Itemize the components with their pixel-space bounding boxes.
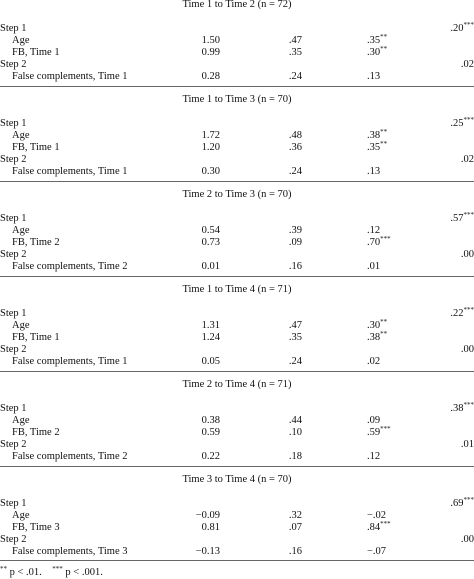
beta-value: .02 xyxy=(367,356,381,367)
se-value: .18 xyxy=(288,451,302,462)
predictor-label: False complements, Time 1 xyxy=(12,71,128,82)
beta-value: .35** xyxy=(367,33,388,46)
beta-value: .12 xyxy=(367,225,381,236)
predictor-row xyxy=(0,450,474,463)
section-divider xyxy=(0,86,474,87)
predictor-row xyxy=(0,545,474,558)
section-divider xyxy=(0,466,474,467)
section-title: Time 2 to Time 3 (n = 70) xyxy=(182,189,292,200)
predictor-label: FB, Time 1 xyxy=(12,332,60,343)
predictor-label: False complements, Time 2 xyxy=(12,451,128,462)
r2-change: .20*** xyxy=(450,21,474,34)
predictor-row xyxy=(0,355,474,368)
predictor-label: FB, Time 2 xyxy=(12,427,60,438)
step-label: Step 2 xyxy=(0,249,27,260)
predictor-label: Age xyxy=(12,225,30,236)
se-value: .24 xyxy=(288,71,302,82)
predictor-label: FB, Time 2 xyxy=(12,237,60,248)
se-value: .35 xyxy=(288,332,302,343)
se-value: .09 xyxy=(288,237,302,248)
predictor-label: Age xyxy=(12,415,30,426)
se-value: .48 xyxy=(288,130,302,141)
b-value: 1.24 xyxy=(201,332,220,343)
b-value: 0.38 xyxy=(201,415,220,426)
beta-value: .38** xyxy=(367,330,388,343)
b-value: 0.30 xyxy=(201,166,220,177)
beta-value: .12 xyxy=(367,451,381,462)
b-value: 1.20 xyxy=(201,142,220,153)
section-title: Time 1 to Time 3 (n = 70) xyxy=(182,94,292,105)
step-label: Step 2 xyxy=(0,534,27,545)
step-label: Step 2 xyxy=(0,439,27,450)
b-value: 0.73 xyxy=(201,237,220,248)
b-value: 1.31 xyxy=(201,320,220,331)
b-value: 0.28 xyxy=(201,71,220,82)
r2-change: .00 xyxy=(460,249,474,260)
step-label: Step 2 xyxy=(0,344,27,355)
beta-value: .38** xyxy=(367,128,388,141)
beta-value: −.07 xyxy=(367,546,387,557)
se-value: .24 xyxy=(288,356,302,367)
b-value: 1.50 xyxy=(201,35,220,46)
beta-value: .09 xyxy=(367,415,381,426)
r2-change: .69*** xyxy=(450,496,474,509)
predictor-row xyxy=(0,165,474,178)
section-title: Time 2 to Time 4 (n = 71) xyxy=(182,379,292,390)
predictor-label: FB, Time 3 xyxy=(12,522,60,533)
b-value: −0.09 xyxy=(195,510,220,521)
r2-change: .38*** xyxy=(450,401,474,414)
se-value: .07 xyxy=(288,522,302,533)
section-title: Time 1 to Time 2 (n = 72) xyxy=(182,0,292,10)
se-value: .24 xyxy=(288,166,302,177)
b-value: 0.81 xyxy=(201,522,220,533)
beta-value: .70*** xyxy=(367,235,391,248)
beta-value: .35** xyxy=(367,140,388,153)
predictor-label: False complements, Time 2 xyxy=(12,261,128,272)
predictor-label: FB, Time 1 xyxy=(12,142,60,153)
se-value: .44 xyxy=(288,415,302,426)
predictor-label: Age xyxy=(12,130,30,141)
step-label: Step 2 xyxy=(0,59,27,70)
beta-value: .13 xyxy=(367,166,381,177)
beta-value: .59*** xyxy=(367,425,391,438)
section-title: Time 3 to Time 4 (n = 70) xyxy=(182,474,292,485)
beta-value: .30** xyxy=(367,318,388,331)
predictor-label: Age xyxy=(12,320,30,331)
b-value: 0.05 xyxy=(201,356,220,367)
step-label: Step 2 xyxy=(0,154,27,165)
se-value: .39 xyxy=(288,225,302,236)
predictor-row xyxy=(0,260,474,273)
step-label: Step 1 xyxy=(0,23,27,34)
r2-change: .02 xyxy=(460,59,474,70)
section-divider xyxy=(0,181,474,182)
b-value: 0.54 xyxy=(201,225,220,236)
r2-change: .01 xyxy=(460,439,474,450)
step-label: Step 1 xyxy=(0,498,27,509)
beta-value: .30** xyxy=(367,45,388,58)
section-title: Time 1 to Time 4 (n = 71) xyxy=(182,284,292,295)
beta-value: .01 xyxy=(367,261,381,272)
b-value: 1.72 xyxy=(201,130,220,141)
se-value: .16 xyxy=(288,261,302,272)
predictor-label: Age xyxy=(12,35,30,46)
se-value: .35 xyxy=(288,47,302,58)
step-label: Step 1 xyxy=(0,213,27,224)
step-label: Step 1 xyxy=(0,308,27,319)
se-value: .32 xyxy=(288,510,302,521)
predictor-label: False complements, Time 1 xyxy=(12,356,128,367)
se-value: .47 xyxy=(288,320,302,331)
b-value: 0.01 xyxy=(201,261,220,272)
section-divider xyxy=(0,371,474,372)
b-value: 0.22 xyxy=(201,451,220,462)
b-value: 0.59 xyxy=(201,427,220,438)
predictor-label: False complements, Time 3 xyxy=(12,546,128,557)
predictor-label: False complements, Time 1 xyxy=(12,166,128,177)
beta-value: .84*** xyxy=(367,520,391,533)
predictor-label: Age xyxy=(12,510,30,521)
se-value: .16 xyxy=(288,546,302,557)
significance-footnote: ** p < .01. *** p < .001. xyxy=(0,565,103,578)
r2-change: .02 xyxy=(460,154,474,165)
section-divider xyxy=(0,276,474,277)
se-value: .36 xyxy=(288,142,302,153)
step-label: Step 1 xyxy=(0,118,27,129)
r2-change: .00 xyxy=(460,344,474,355)
predictor-row xyxy=(0,70,474,83)
b-value: −0.13 xyxy=(195,546,220,557)
se-value: .47 xyxy=(288,35,302,46)
beta-value: .13 xyxy=(367,71,381,82)
predictor-label: FB, Time 1 xyxy=(12,47,60,58)
step-label: Step 1 xyxy=(0,403,27,414)
r2-change: .25*** xyxy=(450,116,474,129)
b-value: 0.99 xyxy=(201,47,220,58)
r2-change: .00 xyxy=(460,534,474,545)
r2-change: .57*** xyxy=(450,211,474,224)
beta-value: −.02 xyxy=(367,510,387,521)
table-bottom-rule xyxy=(0,560,474,561)
se-value: .10 xyxy=(288,427,302,438)
r2-change: .22*** xyxy=(450,306,474,319)
